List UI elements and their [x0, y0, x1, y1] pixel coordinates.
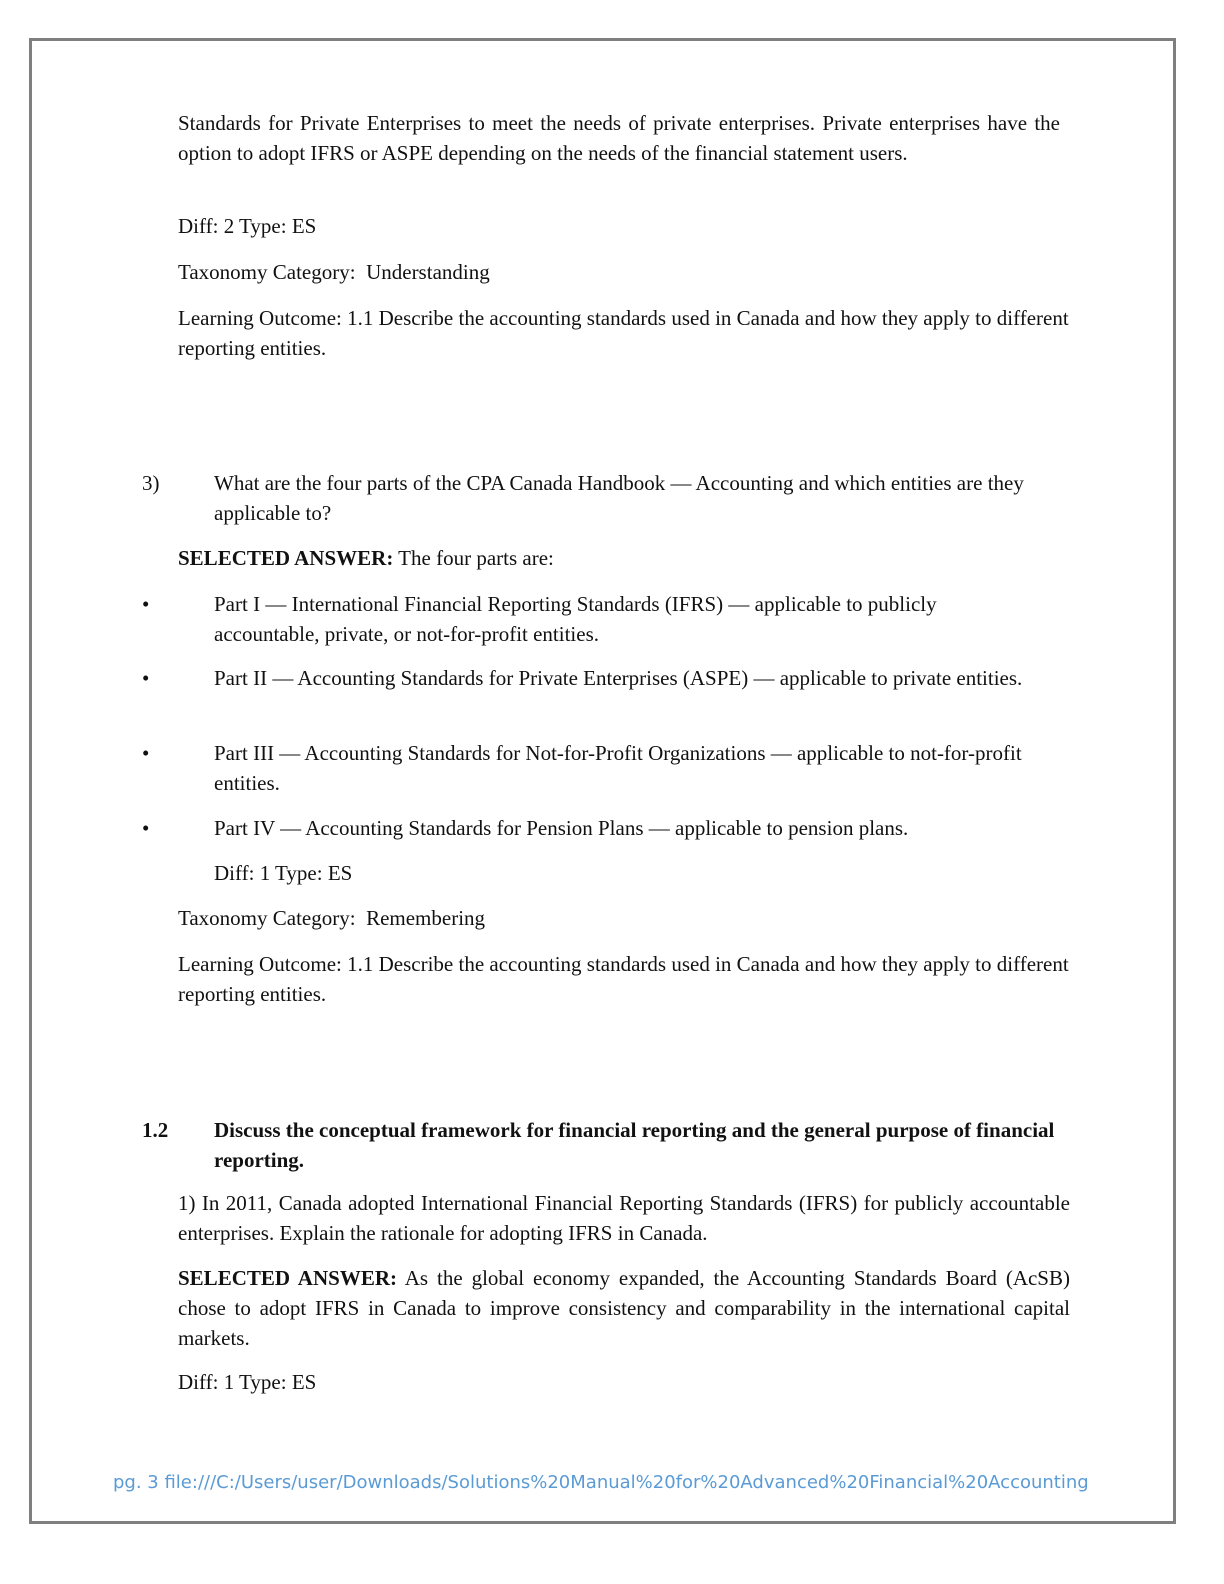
difficulty-label: Diff: 1 Type: ES — [178, 1370, 317, 1394]
answer-text: As the global economy expanded, the Accounting Standards Board (AcSB) chose to adopt IFRS in Canada to improve consistency and comparability in the international capital markets. — [178, 1266, 1070, 1350]
taxonomy-label: Taxonomy Category: Understanding — [178, 260, 490, 284]
selected-answer — [178, 543, 554, 573]
question-text: What are the four parts of the CPA Canada Handbook — Accounting and which entities are they applicable to? — [214, 471, 1024, 525]
bullet-icon: • — [142, 741, 150, 765]
bullet-icon: • — [142, 666, 150, 690]
selected-answer — [178, 1263, 1070, 1353]
difficulty-label: Diff: 2 Type: ES — [178, 214, 317, 238]
learning-outcome: Learning Outcome: 1.1 Describe the accounting standards used in Canada and how they apply to different reporting entities. — [178, 306, 1069, 360]
section-number: 1.2 — [142, 1118, 169, 1142]
answer-label: SELECTED ANSWER: — [178, 546, 394, 570]
section-title: Discuss the conceptual framework for financial reporting and the general purpose of financial reporting. — [214, 1118, 1055, 1172]
page-footer: pg. 3 file:///C:/Users/user/Downloads/Solutions%20Manual%20for%20Advanced%20Financial%20Accounting — [113, 1472, 1089, 1493]
list-item: Part II — Accounting Standards for Private Enterprises (ASPE) — applicable to private entities. — [214, 666, 1023, 690]
difficulty-label: Diff: 1 Type: ES — [214, 861, 353, 885]
list-item: Part I — International Financial Reporting Standards (IFRS) — applicable to publicly accountable, private, or not-for-profit entities. — [214, 592, 937, 646]
taxonomy-label: Taxonomy Category: Remembering — [178, 906, 486, 930]
question-number: 3) — [142, 471, 160, 495]
list-item: Part IV — Accounting Standards for Pension Plans — applicable to pension plans. — [214, 816, 909, 840]
bullet-icon: • — [142, 816, 150, 840]
learning-outcome: Learning Outcome: 1.1 Describe the accounting standards used in Canada and how they apply to different reporting entities. — [178, 952, 1069, 1006]
list-item: Part III — Accounting Standards for Not-for-Profit Organizations — applicable to not-for-profit entities. — [214, 741, 1022, 795]
continued-paragraph: Standards for Private Enterprises to meet the needs of private enterprises. Private enterprises have the option to adopt IFRS or ASPE depending on the needs of the financial statement users. — [178, 111, 1060, 165]
answer-intro: The four parts are: — [393, 546, 554, 570]
question-text: 1) In 2011, Canada adopted International Financial Reporting Standards (IFRS) for publicly accountable enterprises. Explain the rationale for adopting IFRS in Canada. — [178, 1191, 1070, 1245]
answer-label: SELECTED ANSWER: — [178, 1266, 397, 1290]
bullet-icon: • — [142, 592, 150, 616]
